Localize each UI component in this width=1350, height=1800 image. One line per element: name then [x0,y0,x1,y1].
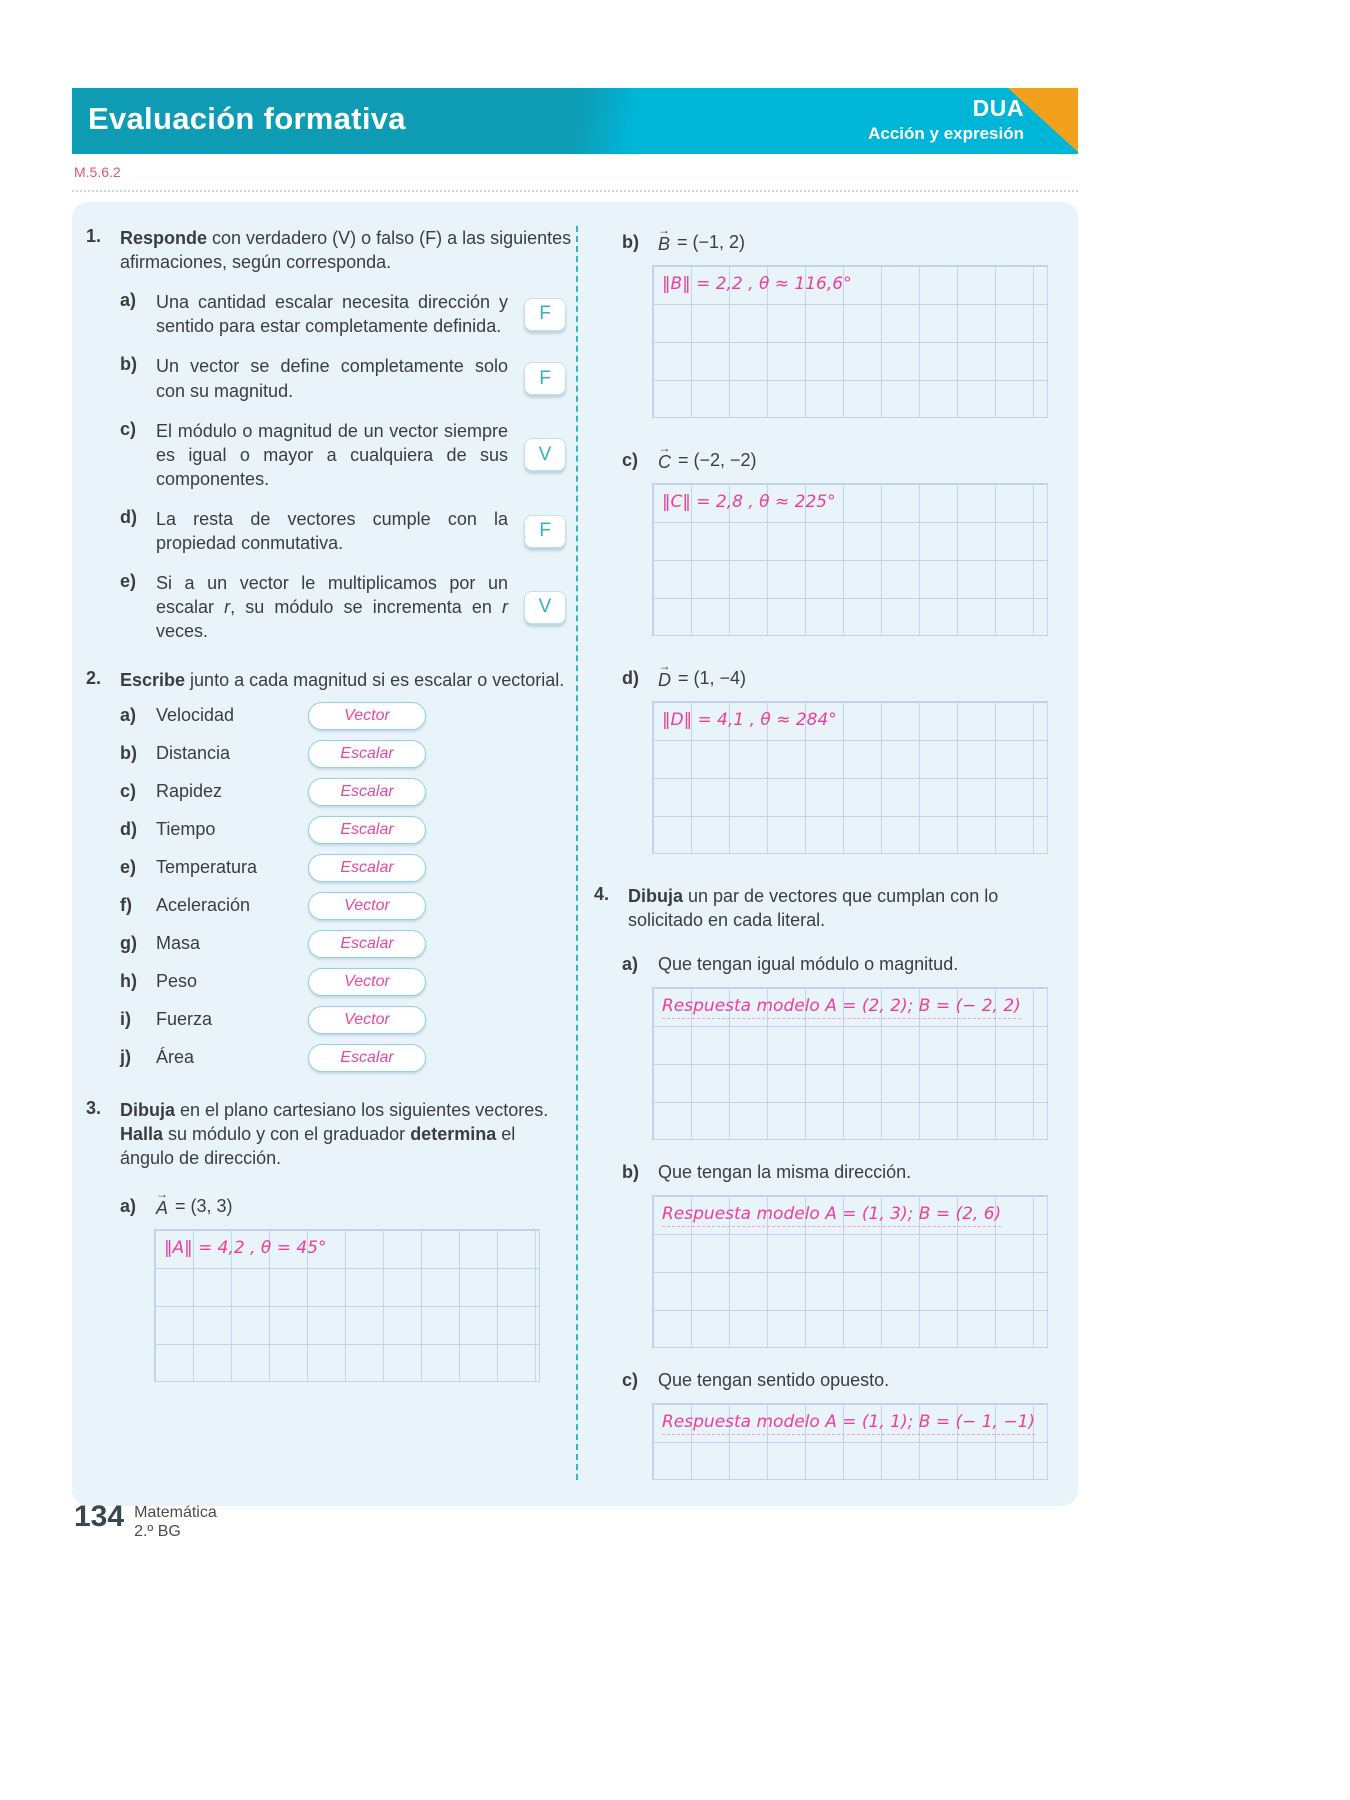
item-label: e) [120,571,137,592]
exercise-prompt: Escribe junto a cada magnitud si es escalar o vectorial. [120,669,565,690]
vector-letter: C [658,452,671,472]
item-label: g) [120,933,137,954]
vector-arrow-icon: → [658,659,671,673]
magnitude-item [120,816,574,844]
exercise-number: 3. [86,1097,102,1118]
left-column [86,226,574,1480]
answer-column [524,571,574,643]
item-label: a) [120,705,137,726]
vector-symbol [658,441,671,472]
answer-grid-4c[interactable] [652,1403,1048,1480]
exercise-3 [86,1098,574,1170]
true-false-item [120,354,574,402]
exercise-4 [594,884,1064,932]
true-false-item [120,507,574,555]
item-label: i) [120,1009,131,1030]
vector-item-heading [622,659,1064,690]
item-label: h) [120,971,137,992]
vector-arrow-icon: → [156,1186,168,1201]
answer-grid-3d[interactable] [652,701,1048,854]
true-false-item [120,419,574,491]
item-label: b) [622,232,639,252]
dua-label: DUA [972,95,1024,121]
item-label: j) [120,1047,131,1068]
answer-box[interactable]: F [524,362,566,395]
exercise4-item [622,1370,1064,1391]
item-label: b) [120,354,137,375]
exercise4-item [622,1162,1064,1183]
right-column [578,223,1064,1480]
item-label: c) [622,1370,639,1391]
item-label: f) [120,895,132,916]
grid-answer-text: ‖A‖ = 4,2 , θ = 45° [164,1237,327,1258]
item-label: b) [622,1162,639,1183]
magnitude-name: Área [156,1047,195,1068]
answer-pill[interactable]: Vector [308,968,426,996]
magnitude-item [120,930,574,958]
magnitude-item [120,968,574,996]
item-label: b) [120,743,137,764]
vector-equation: = (−1, 2) [677,232,746,252]
answer-pill[interactable]: Escalar [308,816,426,844]
answer-grid-4a[interactable] [652,987,1048,1140]
item-label: e) [120,857,137,878]
magnitude-item [120,892,574,920]
answer-pill[interactable]: Vector [308,1006,426,1034]
vector-equation: = (3, 3) [175,1195,233,1216]
dua-block [868,95,1024,144]
item-label: d) [120,506,137,527]
footer-grade: 2.º BG [134,1523,181,1541]
item-text: Que tengan la misma dirección. [658,1162,912,1183]
item-label: c) [120,418,137,439]
answer-grid-3a[interactable] [154,1229,540,1382]
magnitude-item [120,702,574,730]
magnitude-name: Peso [156,971,198,992]
vector-symbol [658,659,671,690]
vector-symbol [156,1186,169,1218]
exercise-number: 1. [86,226,102,246]
magnitude-item [120,854,574,882]
answer-pill[interactable]: Escalar [308,854,426,882]
item-label: a) [120,1195,137,1216]
vector-item-heading [120,1186,574,1218]
magnitude-name: Masa [156,933,201,954]
magnitude-name: Velocidad [156,705,235,726]
vector-arrow-icon: → [658,223,670,237]
footer-subject: Matemática [134,1504,217,1521]
true-false-item [120,290,574,338]
answer-box[interactable]: F [524,298,566,331]
magnitude-name: Aceleración [156,895,251,916]
answer-pill[interactable]: Escalar [308,740,426,768]
answer-column [524,507,574,555]
exercise-1 [86,226,574,274]
exercise-prompt: Dibuja en el plano cartesiano los siguientes vectores. Halla su módulo y con el graduador determina el ángulo de dirección. [120,1099,549,1168]
statement-text: La resta de vectores cumple con la propiedad conmutativa. [156,508,508,554]
statement-text: Un vector se define completamente solo con su magnitud. [156,356,508,401]
magnitude-name: Tiempo [156,819,216,840]
item-label: a) [120,290,137,311]
page-footer [74,1502,217,1541]
grid-answer-text: Respuesta modelo A = (1, 1); B = (− 1, −1) [662,1412,1035,1435]
item-label: a) [622,954,639,975]
item-label: d) [120,819,137,840]
answer-grid-4b[interactable] [652,1195,1048,1348]
vector-equation: = (−2, −2) [678,450,757,470]
answer-grid-3b[interactable] [652,265,1048,418]
statement-text: Si a un vector le multiplicamos por un escalar r, su módulo se incrementa en r veces. [156,573,508,642]
magnitude-name: Distancia [156,743,231,764]
statement-text: Una cantidad escalar necesita dirección y sentido para estar completamente definida. [156,292,508,337]
grid-answer-text: Respuesta modelo A = (1, 3); B = (2, 6) [662,1204,1001,1227]
item-label: c) [120,781,137,802]
item-text: Que tengan igual módulo o magnitud. [658,954,959,975]
vector-symbol [658,223,671,254]
grid-answer-text: ‖D‖ = 4,1 , θ ≈ 284° [662,710,837,730]
page-number: 134 [74,1500,125,1533]
answer-column [524,419,574,491]
page-content [72,88,1078,1506]
answer-pill[interactable]: Escalar [308,1044,426,1072]
footer-meta [134,1502,217,1541]
exercise-number: 4. [594,884,610,904]
magnitude-name: Fuerza [156,1009,213,1030]
vector-item-heading [622,223,1064,254]
answer-pill[interactable]: Escalar [308,930,426,958]
magnitude-name: Rapidez [156,781,223,802]
magnitude-item [120,778,574,806]
answer-box[interactable]: F [524,515,566,548]
magnitude-item [120,740,574,768]
standard-row [72,162,1078,192]
statement-text: El módulo o magnitud de un vector siempre es igual o mayor a cualquiera de sus componentes. [156,420,508,489]
answer-grid-3c[interactable] [652,483,1048,636]
vector-arrow-icon: → [658,441,671,455]
answer-box[interactable]: V [524,591,566,624]
vector-item-heading [622,441,1064,472]
exercise-prompt: Dibuja un par de vectores que cumplan con lo solicitado en cada literal. [628,886,999,931]
exercise-2 [86,668,574,692]
grid-answer-text: ‖B‖ = 2,2 , θ ≈ 116,6° [662,274,852,294]
answer-pill[interactable]: Escalar [308,778,426,806]
vector-letter: D [658,670,671,690]
vector-letter: B [658,234,671,254]
answer-column [524,290,574,338]
item-text: Que tengan sentido opuesto. [658,1370,890,1391]
true-false-item [120,571,574,643]
item-label: c) [622,450,639,470]
item-label: d) [622,668,639,688]
dua-sublabel: Acción y expresión [868,124,1024,143]
grid-answer-text: Respuesta modelo A = (2, 2); B = (− 2, 2) [662,996,1021,1019]
vector-letter: A [156,1197,169,1218]
answer-pill[interactable]: Vector [308,702,426,730]
header-banner [72,88,1078,154]
answer-pill[interactable]: Vector [308,892,426,920]
page-title: Evaluación formativa [88,101,406,136]
magnitude-name: Temperatura [156,857,258,878]
exercise-number: 2. [86,667,102,688]
answer-box[interactable]: V [524,438,566,471]
exercise4-item [622,954,1064,975]
magnitude-item [120,1006,574,1034]
content-panel [72,202,1078,1506]
vector-equation: = (1, −4) [678,668,747,688]
exercise-prompt: Responde con verdadero (V) o falso (F) a las siguientes afirmaciones, según corresponda. [120,228,572,273]
answer-column [524,354,574,402]
grid-answer-text: ‖C‖ = 2,8 , θ ≈ 225° [662,492,836,512]
standard-code: M.5.6.2 [74,164,121,180]
magnitude-item [120,1044,574,1072]
